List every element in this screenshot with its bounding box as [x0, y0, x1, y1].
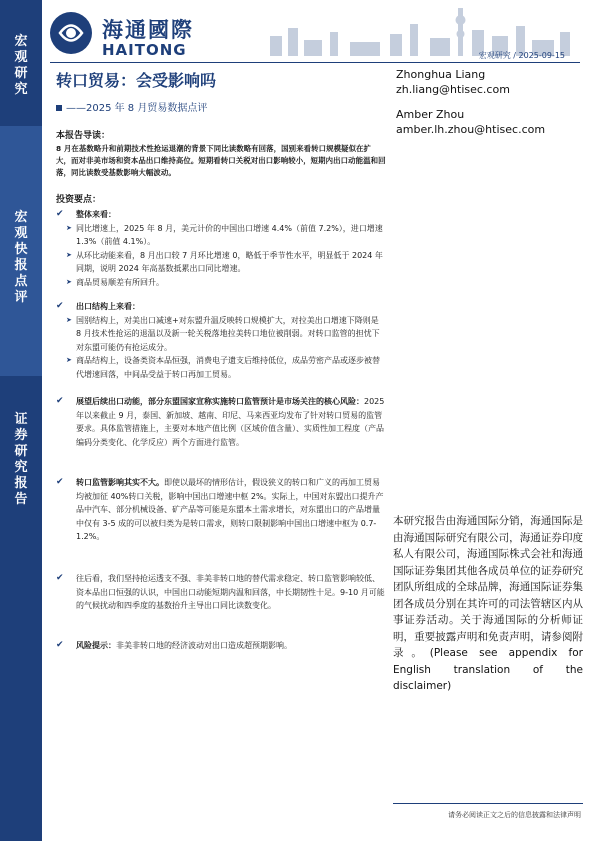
- triangle-bullet-icon: ➤: [66, 356, 72, 364]
- city-skyline-icon: [260, 6, 585, 56]
- points-label: 投资要点：: [56, 195, 102, 205]
- sidebar-char: 证: [14, 412, 28, 427]
- check-icon: ✔: [56, 209, 64, 219]
- sidebar-char: 点: [14, 274, 28, 289]
- sub-item: [66, 276, 386, 290]
- report-subtitle: [56, 99, 207, 114]
- sidebar-char: 告: [14, 492, 28, 507]
- check-icon: ✔: [56, 396, 64, 406]
- point-head: 风险提示：: [76, 641, 116, 650]
- point-overall: [56, 208, 386, 289]
- check-icon: ✔: [56, 301, 64, 311]
- sub-item: [66, 354, 386, 381]
- sidebar-char: 观: [14, 50, 28, 65]
- author-email[interactable]: amber.lh.zhou@htisec.com: [396, 123, 546, 136]
- point-outlook: [56, 395, 386, 449]
- point-text: 即使以最坏的情形估计，假设狭义的转口和广义的再加工贸易均被加征 40%转口关税，影响中国出口增速中枢 2%。实际上，中国对东盟出口提升产品中汽车、部分机械设备、矿产品等可能是东盟本土需求增长，对东盟出口的产品增量中仅有 3-5 成的可以被归类为是转口需求，则转口限制影响中国出口增速中枢为 0.7-1.2%。: [76, 478, 384, 541]
- sidebar-char: 快: [14, 242, 28, 257]
- point-head: 整体来看：: [76, 210, 116, 219]
- sub-item: [66, 249, 386, 276]
- check-icon: ✔: [56, 640, 64, 650]
- logo-emblem-icon: [50, 12, 92, 54]
- sidebar-char: 观: [14, 226, 28, 241]
- sidebar-char: 宏: [14, 34, 28, 49]
- author-name: Zhonghua Liang: [396, 68, 486, 81]
- point-text: 2025 年以来截止 9 月，泰国、新加坡、越南、印尼、马来西亚均发布了针对转口贸易的监管要求。具体监管措施上，主要对本地产值比例（区域价值含量）、实质性加工程度（产品编码分类变化、化学反应）两个方面进行监管。: [76, 397, 385, 447]
- subtitle-text: ——2025 年 8 月贸易数据点评: [66, 103, 208, 114]
- square-bullet-icon: [56, 105, 62, 111]
- point-text: 非美非转口地的经济波动对出口造成超预期影响。: [116, 641, 292, 650]
- sidebar-char: 券: [14, 428, 28, 443]
- point-text: 往后看，我们坚持抢运透支不强、非美非转口地的替代需求稳定、转口监管影响较低、资本品出口恒强的认识，中国出口动能短期内温和回落，中长期韧性十足。9-10 月可能的气候扰动和四季度的基数抬升主导出口同比读数变化。: [76, 574, 385, 610]
- guide-text: 8 月在基数略升和前期技术性抢运退潮的背景下同比读数略有回落，国别来看转口规模疑似在扩大，而对非美市场和资本品出口维持高位。短期看转口关税对出口影响较小，短期内出口动能温和回落，同比读数受基数影响大幅波动。: [56, 144, 386, 177]
- sub-text: 国别结构上，对美出口减速+对东盟升温反映转口规模扩大，对拉美出口增速下降则是 8 月技术性抢运的退温以及新一轮关税落地拉美转口地位被削弱。对转口监管的担忧下对东盟可能仍有抢运成分。: [76, 315, 380, 352]
- point-export-structure: [56, 300, 386, 381]
- sub-text: 同比增速上，2025 年 8 月，美元计价的中国出口增速 4.4%（前值 7.2%），进口增速 1.3%（前值 4.1%）。: [76, 223, 383, 246]
- footer-note: 请务必阅读正文之后的信息披露和法律声明: [448, 811, 581, 819]
- sub-item: [66, 222, 386, 249]
- sub-text: 商品贸易顺差有所回升。: [76, 277, 164, 287]
- sidebar-char: 宏: [14, 210, 28, 225]
- sidebar-macro-flash: [0, 126, 42, 376]
- header-date: 2025-09-15: [518, 51, 565, 60]
- point-risk: [56, 639, 386, 653]
- sidebar-char: 报: [14, 258, 28, 273]
- author-name: Amber Zhou: [396, 108, 465, 121]
- header-category: 宏观研究: [478, 51, 511, 60]
- sidebar-char: 报: [14, 476, 28, 491]
- sidebar-char: 研: [14, 66, 28, 81]
- check-icon: ✔: [56, 477, 64, 487]
- sidebar: [0, 0, 42, 841]
- sub-text: 商品结构上，设备类资本品恒强，消费电子遗支后维持低位，成品劳密产品或逐步被替代增速回落，中间品受益于转口再加工贸易。: [76, 356, 380, 379]
- point-transit-regulation: [56, 476, 386, 544]
- sub-text: 从环比动能来看，8 月出口较 7 月环比增速 0，略低于季节性水平，明显低于 2024 年同期，说明 2024 年高基数抵累出口同比增速。: [76, 250, 383, 273]
- author-1: [396, 68, 510, 96]
- logo-text-cn: 海通國際: [102, 17, 194, 42]
- sidebar-securities-report: [0, 376, 42, 841]
- logo-text-en: HAITONG: [102, 41, 187, 59]
- footer-divider: [393, 803, 583, 804]
- sub-item: [66, 314, 386, 355]
- author-email[interactable]: zh.liang@htisec.com: [396, 83, 510, 96]
- header-separator: /: [513, 51, 516, 60]
- point-head: 转口监管影响其实不大。: [76, 478, 164, 487]
- point-forward-view: [56, 572, 386, 613]
- author-2: [396, 108, 545, 136]
- triangle-bullet-icon: ➤: [66, 315, 72, 324]
- triangle-bullet-icon: ➤: [66, 250, 72, 259]
- sidebar-macro-research: [0, 0, 42, 126]
- sidebar-char: 究: [14, 460, 28, 475]
- disclaimer-text: 本研究报告由海通国际分销，海通国际是由海通国际研究有限公司，海通证券印度私人有限公司，海通国际株式会社和海通国际证券集团其他各成员单位的证券研究团队所组成的全球品牌，海通国际证券集团各成员分别在其许可的司法管辖区内从事证券活动。关于海通国际的分析师证明，重要披露声明和免责声明，请参阅附录。(Please see appendix for English translation of the disclaimer): [393, 515, 583, 692]
- check-icon: ✔: [56, 573, 64, 583]
- sidebar-char: 评: [14, 290, 28, 305]
- report-title: 转口贸易：会受影响吗: [56, 71, 217, 90]
- triangle-bullet-icon: ➤: [66, 277, 72, 286]
- sidebar-char: 究: [14, 82, 28, 97]
- sidebar-char: 研: [14, 444, 28, 459]
- point-head: 展望后续出口动能，部分东盟国家宣称实施转口监管预计是市场关注的核心风险：: [76, 397, 364, 406]
- header-meta: [479, 50, 565, 61]
- header-divider: [50, 62, 580, 63]
- guide-label: 本报告导读：: [56, 131, 111, 141]
- triangle-bullet-icon: ➤: [66, 223, 72, 232]
- point-head: 出口结构上来看：: [76, 302, 140, 311]
- company-logo: [50, 10, 250, 60]
